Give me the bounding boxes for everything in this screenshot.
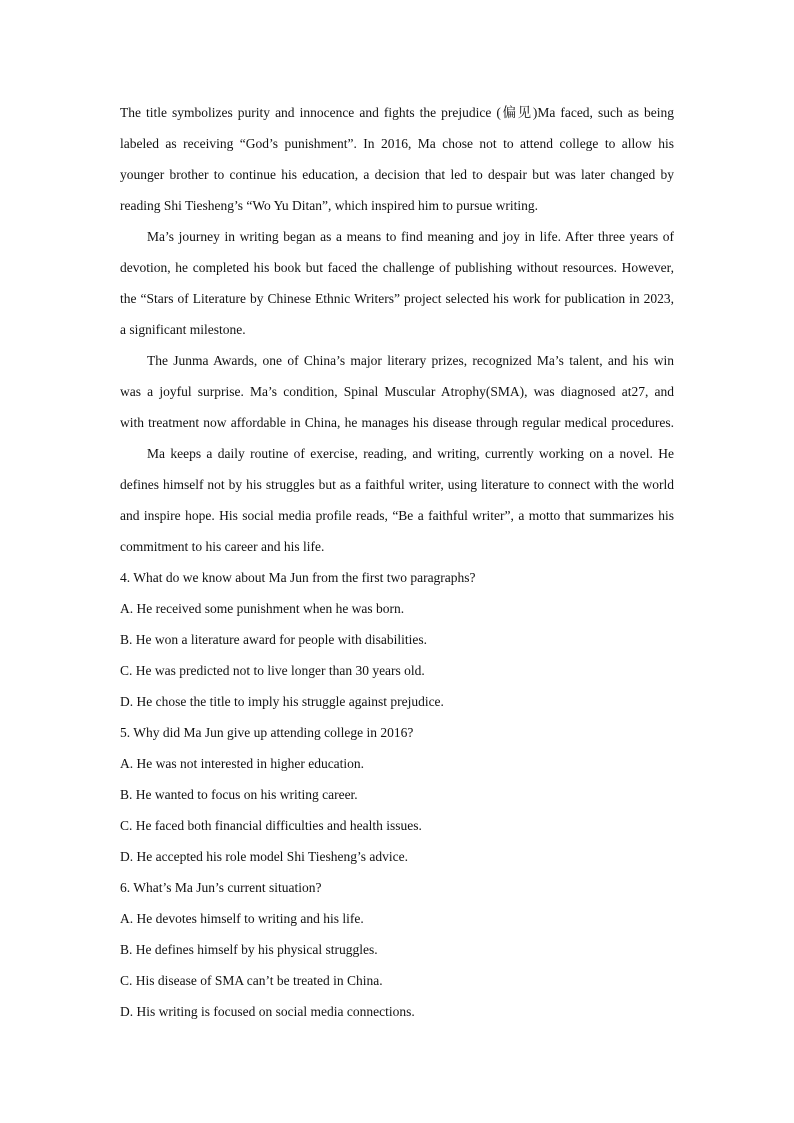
paragraph-line: the “Stars of Literature by Chinese Ethnic Writers” project selected his work for publication in 2023, [120, 291, 674, 306]
paragraph-line: defines himself not by his struggles but as a faithful writer, using literature to connect with the world [120, 477, 674, 492]
answer-option: D. He accepted his role model Shi Tiesheng’s advice. [120, 849, 408, 864]
answer-option: B. He won a literature award for people with disabilities. [120, 632, 428, 647]
paragraph-3 [120, 345, 674, 438]
paragraph-line: devotion, he completed his book but faced the challenge of publishing without resources. However, [120, 260, 674, 275]
answer-option: B. He wanted to focus on his writing career. [120, 787, 358, 802]
document-page [120, 97, 674, 1027]
paragraph-line: The Junma Awards, one of China’s major literary prizes, recognized Ma’s talent, and his win [147, 353, 674, 368]
question-6 [120, 872, 674, 1027]
paragraph-line: Ma keeps a daily routine of exercise, reading, and writing, currently working on a novel. He [147, 446, 674, 461]
paragraph-line: commitment to his career and his life. [120, 539, 325, 554]
answer-option: A. He was not interested in higher education. [120, 756, 365, 771]
question-stem: 6. What’s Ma Jun’s current situation? [120, 880, 322, 895]
question-stem: 5. Why did Ma Jun give up attending college in 2016? [120, 725, 414, 740]
paragraph-4 [120, 438, 674, 562]
paragraph-2 [120, 221, 674, 345]
paragraph-line: with treatment now affordable in China, he manages his disease through regular medical procedures. [120, 415, 674, 430]
paragraph-line: a significant milestone. [120, 322, 246, 337]
answer-option: C. He faced both financial difficulties and health issues. [120, 818, 422, 833]
paragraph-line: Ma’s journey in writing began as a means to find meaning and joy in life. After three years of [147, 229, 674, 244]
answer-option: D. He chose the title to imply his struggle against prejudice. [120, 694, 444, 709]
paragraph-line: younger brother to continue his education, a decision that led to despair but was later changed by [120, 167, 674, 182]
paragraph-line: and inspire hope. His social media profile reads, “Be a faithful writer”, a motto that summarizes his [120, 508, 674, 523]
paragraph-line: reading Shi Tiesheng’s “Wo Yu Ditan”, which inspired him to pursue writing. [120, 198, 538, 213]
answer-option: A. He devotes himself to writing and his life. [120, 911, 364, 926]
answer-option: C. His disease of SMA can’t be treated in China. [120, 973, 383, 988]
question-stem: 4. What do we know about Ma Jun from the first two paragraphs? [120, 570, 476, 585]
paragraph-line: The title symbolizes purity and innocence and fights the prejudice (偏见)Ma faced, such as being [120, 105, 674, 120]
paragraph-line: labeled as receiving “God’s punishment”. In 2016, Ma chose not to attend college to allow his [120, 136, 674, 151]
paragraph-line: was a joyful surprise. Ma’s condition, Spinal Muscular Atrophy(SMA), was diagnosed at27, and [120, 384, 674, 399]
question-4 [120, 562, 674, 717]
answer-option: A. He received some punishment when he was born. [120, 601, 405, 616]
answer-option: C. He was predicted not to live longer than 30 years old. [120, 663, 425, 678]
answer-option: B. He defines himself by his physical struggles. [120, 942, 378, 957]
answer-option: D. His writing is focused on social media connections. [120, 1004, 415, 1019]
question-5 [120, 717, 674, 872]
paragraph-1 [120, 97, 674, 221]
